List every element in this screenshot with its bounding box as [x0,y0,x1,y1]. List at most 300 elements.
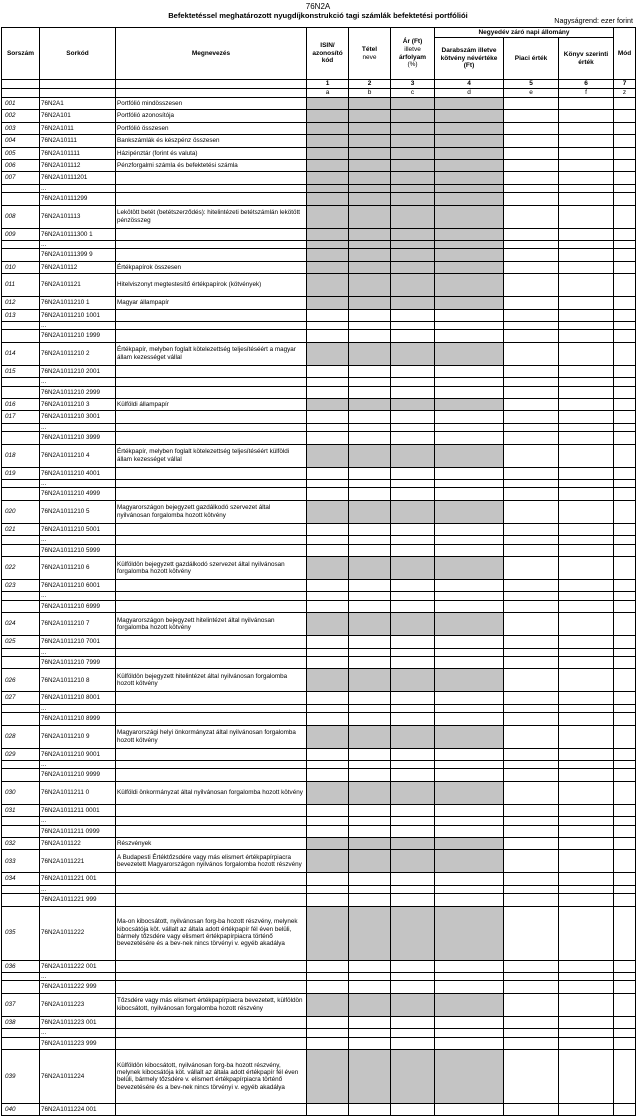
value-cell[interactable] [504,249,559,261]
value-cell[interactable] [504,725,559,748]
value-cell[interactable] [307,398,349,410]
value-cell[interactable] [307,228,349,240]
value-cell[interactable] [435,713,504,725]
value-cell[interactable] [435,172,504,184]
value-cell[interactable] [559,544,614,556]
value-cell[interactable] [349,159,391,171]
value-cell[interactable] [391,850,435,873]
value-cell[interactable] [559,669,614,692]
value-cell[interactable] [559,500,614,523]
value-cell[interactable] [559,894,614,906]
value-cell[interactable] [391,1049,435,1103]
value-cell[interactable] [559,760,614,768]
value-cell[interactable] [504,1049,559,1103]
value-cell[interactable] [349,648,391,656]
value-cell[interactable] [504,713,559,725]
value-cell[interactable] [614,147,636,159]
value-cell[interactable] [614,240,636,248]
value-cell[interactable] [435,960,504,972]
value-cell[interactable] [614,110,636,122]
value-cell[interactable] [504,1029,559,1037]
value-cell[interactable] [559,592,614,600]
value-cell[interactable] [614,1037,636,1049]
value-cell[interactable] [307,536,349,544]
value-cell[interactable] [307,544,349,556]
value-cell[interactable] [435,906,504,960]
value-cell[interactable] [391,523,435,535]
value-cell[interactable] [435,748,504,760]
value-cell[interactable] [614,342,636,365]
value-cell[interactable] [435,184,504,192]
value-cell[interactable] [307,411,349,423]
value-cell[interactable] [559,579,614,591]
value-cell[interactable] [391,330,435,342]
value-cell[interactable] [349,500,391,523]
value-cell[interactable] [349,309,391,321]
value-cell[interactable] [307,432,349,444]
value-cell[interactable] [504,556,559,579]
value-cell[interactable] [435,704,504,712]
value-cell[interactable] [504,500,559,523]
value-cell[interactable] [307,781,349,804]
value-cell[interactable] [559,885,614,893]
value-cell[interactable] [614,781,636,804]
value-cell[interactable] [504,321,559,329]
value-cell[interactable] [307,261,349,273]
value-cell[interactable] [391,1037,435,1049]
value-cell[interactable] [504,817,559,825]
value-cell[interactable] [559,444,614,467]
value-cell[interactable] [614,544,636,556]
value-cell[interactable] [307,592,349,600]
value-cell[interactable] [307,1037,349,1049]
value-cell[interactable] [504,692,559,704]
value-cell[interactable] [307,825,349,837]
value-cell[interactable] [614,423,636,431]
value-cell[interactable] [504,172,559,184]
value-cell[interactable] [391,249,435,261]
value-cell[interactable] [349,906,391,960]
value-cell[interactable] [614,365,636,377]
value-cell[interactable] [435,98,504,110]
value-cell[interactable] [307,309,349,321]
value-cell[interactable] [504,523,559,535]
value-cell[interactable] [307,205,349,228]
value-cell[interactable] [435,725,504,748]
value-cell[interactable] [391,274,435,297]
value-cell[interactable] [307,579,349,591]
value-cell[interactable] [614,98,636,110]
value-cell[interactable] [504,825,559,837]
value-cell[interactable] [614,122,636,134]
value-cell[interactable] [349,135,391,147]
value-cell[interactable] [504,885,559,893]
value-cell[interactable] [504,536,559,544]
value-cell[interactable] [614,993,636,1016]
value-cell[interactable] [435,760,504,768]
value-cell[interactable] [349,205,391,228]
value-cell[interactable] [349,432,391,444]
value-cell[interactable] [559,692,614,704]
value-cell[interactable] [614,556,636,579]
value-cell[interactable] [559,600,614,612]
value-cell[interactable] [504,411,559,423]
value-cell[interactable] [559,769,614,781]
value-cell[interactable] [614,228,636,240]
value-cell[interactable] [559,240,614,248]
value-cell[interactable] [559,960,614,972]
value-cell[interactable] [504,769,559,781]
value-cell[interactable] [614,274,636,297]
value-cell[interactable] [559,342,614,365]
value-cell[interactable] [307,184,349,192]
value-cell[interactable] [435,479,504,487]
value-cell[interactable] [614,613,636,636]
value-cell[interactable] [349,444,391,467]
value-cell[interactable] [614,704,636,712]
value-cell[interactable] [559,309,614,321]
value-cell[interactable] [435,592,504,600]
value-cell[interactable] [614,592,636,600]
value-cell[interactable] [435,837,504,849]
value-cell[interactable] [349,228,391,240]
value-cell[interactable] [391,1016,435,1028]
value-cell[interactable] [435,894,504,906]
value-cell[interactable] [504,960,559,972]
value-cell[interactable] [559,817,614,825]
value-cell[interactable] [435,432,504,444]
value-cell[interactable] [391,993,435,1016]
value-cell[interactable] [435,342,504,365]
value-cell[interactable] [391,725,435,748]
value-cell[interactable] [391,98,435,110]
value-cell[interactable] [307,837,349,849]
value-cell[interactable] [504,261,559,273]
value-cell[interactable] [559,536,614,544]
value-cell[interactable] [349,297,391,309]
value-cell[interactable] [435,873,504,885]
value-cell[interactable] [614,713,636,725]
value-cell[interactable] [559,172,614,184]
value-cell[interactable] [435,1037,504,1049]
value-cell[interactable] [435,321,504,329]
value-cell[interactable] [307,1016,349,1028]
value-cell[interactable] [307,523,349,535]
value-cell[interactable] [614,398,636,410]
value-cell[interactable] [614,488,636,500]
value-cell[interactable] [614,135,636,147]
value-cell[interactable] [504,592,559,600]
value-cell[interactable] [504,894,559,906]
value-cell[interactable] [307,850,349,873]
value-cell[interactable] [435,330,504,342]
value-cell[interactable] [435,825,504,837]
value-cell[interactable] [435,205,504,228]
value-cell[interactable] [435,488,504,500]
value-cell[interactable] [349,172,391,184]
value-cell[interactable] [614,297,636,309]
value-cell[interactable] [349,378,391,386]
value-cell[interactable] [614,411,636,423]
value-cell[interactable] [391,135,435,147]
value-cell[interactable] [614,1029,636,1037]
value-cell[interactable] [559,1016,614,1028]
value-cell[interactable] [504,297,559,309]
value-cell[interactable] [504,993,559,1016]
value-cell[interactable] [559,1049,614,1103]
value-cell[interactable] [391,193,435,205]
value-cell[interactable] [349,704,391,712]
value-cell[interactable] [349,885,391,893]
value-cell[interactable] [435,423,504,431]
value-cell[interactable] [349,837,391,849]
value-cell[interactable] [559,365,614,377]
value-cell[interactable] [504,444,559,467]
value-cell[interactable] [391,894,435,906]
value-cell[interactable] [391,500,435,523]
value-cell[interactable] [504,837,559,849]
value-cell[interactable] [614,205,636,228]
value-cell[interactable] [504,636,559,648]
value-cell[interactable] [559,636,614,648]
value-cell[interactable] [504,378,559,386]
value-cell[interactable] [614,600,636,612]
value-cell[interactable] [307,656,349,668]
value-cell[interactable] [504,488,559,500]
value-cell[interactable] [559,330,614,342]
value-cell[interactable] [559,423,614,431]
value-cell[interactable] [349,825,391,837]
value-cell[interactable] [435,613,504,636]
value-cell[interactable] [349,122,391,134]
value-cell[interactable] [349,656,391,668]
value-cell[interactable] [504,1016,559,1028]
value-cell[interactable] [391,748,435,760]
value-cell[interactable] [504,159,559,171]
value-cell[interactable] [559,613,614,636]
value-cell[interactable] [391,960,435,972]
value-cell[interactable] [349,1103,391,1115]
value-cell[interactable] [349,423,391,431]
value-cell[interactable] [435,804,504,816]
value-cell[interactable] [307,636,349,648]
value-cell[interactable] [307,240,349,248]
value-cell[interactable] [349,398,391,410]
value-cell[interactable] [559,98,614,110]
value-cell[interactable] [559,479,614,487]
value-cell[interactable] [349,544,391,556]
value-cell[interactable] [349,274,391,297]
value-cell[interactable] [504,309,559,321]
value-cell[interactable] [391,713,435,725]
value-cell[interactable] [435,411,504,423]
value-cell[interactable] [349,760,391,768]
value-cell[interactable] [349,193,391,205]
value-cell[interactable] [559,274,614,297]
value-cell[interactable] [559,656,614,668]
value-cell[interactable] [559,873,614,885]
value-cell[interactable] [614,692,636,704]
value-cell[interactable] [614,804,636,816]
value-cell[interactable] [614,261,636,273]
value-cell[interactable] [614,523,636,535]
value-cell[interactable] [391,825,435,837]
value-cell[interactable] [559,850,614,873]
value-cell[interactable] [349,184,391,192]
value-cell[interactable] [391,636,435,648]
value-cell[interactable] [435,993,504,1016]
value-cell[interactable] [559,825,614,837]
value-cell[interactable] [504,365,559,377]
value-cell[interactable] [349,725,391,748]
value-cell[interactable] [391,873,435,885]
value-cell[interactable] [435,309,504,321]
value-cell[interactable] [614,444,636,467]
value-cell[interactable] [349,556,391,579]
value-cell[interactable] [614,981,636,993]
value-cell[interactable] [391,467,435,479]
value-cell[interactable] [435,249,504,261]
value-cell[interactable] [307,423,349,431]
value-cell[interactable] [349,240,391,248]
value-cell[interactable] [349,330,391,342]
value-cell[interactable] [307,159,349,171]
value-cell[interactable] [307,600,349,612]
value-cell[interactable] [559,1037,614,1049]
value-cell[interactable] [504,1103,559,1115]
value-cell[interactable] [307,500,349,523]
value-cell[interactable] [559,804,614,816]
value-cell[interactable] [614,656,636,668]
value-cell[interactable] [504,110,559,122]
value-cell[interactable] [435,536,504,544]
value-cell[interactable] [391,479,435,487]
value-cell[interactable] [614,536,636,544]
value-cell[interactable] [504,579,559,591]
value-cell[interactable] [435,444,504,467]
value-cell[interactable] [435,110,504,122]
value-cell[interactable] [391,444,435,467]
value-cell[interactable] [391,172,435,184]
value-cell[interactable] [504,648,559,656]
value-cell[interactable] [504,386,559,398]
value-cell[interactable] [504,613,559,636]
value-cell[interactable] [391,342,435,365]
value-cell[interactable] [391,122,435,134]
value-cell[interactable] [504,850,559,873]
value-cell[interactable] [614,500,636,523]
value-cell[interactable] [504,873,559,885]
value-cell[interactable] [391,228,435,240]
value-cell[interactable] [349,523,391,535]
value-cell[interactable] [435,398,504,410]
value-cell[interactable] [614,850,636,873]
value-cell[interactable] [391,147,435,159]
value-cell[interactable] [614,579,636,591]
value-cell[interactable] [307,321,349,329]
value-cell[interactable] [435,850,504,873]
value-cell[interactable] [391,184,435,192]
value-cell[interactable] [435,544,504,556]
value-cell[interactable] [614,873,636,885]
value-cell[interactable] [391,398,435,410]
value-cell[interactable] [349,579,391,591]
value-cell[interactable] [307,1103,349,1115]
value-cell[interactable] [307,704,349,712]
value-cell[interactable] [307,556,349,579]
value-cell[interactable] [504,748,559,760]
value-cell[interactable] [559,488,614,500]
value-cell[interactable] [614,825,636,837]
value-cell[interactable] [391,297,435,309]
value-cell[interactable] [307,444,349,467]
value-cell[interactable] [391,1029,435,1037]
value-cell[interactable] [435,135,504,147]
value-cell[interactable] [349,411,391,423]
value-cell[interactable] [504,1037,559,1049]
value-cell[interactable] [307,760,349,768]
value-cell[interactable] [391,885,435,893]
value-cell[interactable] [504,135,559,147]
value-cell[interactable] [559,993,614,1016]
value-cell[interactable] [307,894,349,906]
value-cell[interactable] [504,432,559,444]
value-cell[interactable] [391,423,435,431]
value-cell[interactable] [349,981,391,993]
value-cell[interactable] [391,837,435,849]
value-cell[interactable] [435,669,504,692]
value-cell[interactable] [435,1029,504,1037]
value-cell[interactable] [559,704,614,712]
value-cell[interactable] [349,850,391,873]
value-cell[interactable] [614,1103,636,1115]
value-cell[interactable] [349,636,391,648]
value-cell[interactable] [614,960,636,972]
value-cell[interactable] [349,817,391,825]
value-cell[interactable] [559,184,614,192]
value-cell[interactable] [614,378,636,386]
value-cell[interactable] [307,648,349,656]
value-cell[interactable] [307,725,349,748]
value-cell[interactable] [504,760,559,768]
value-cell[interactable] [349,669,391,692]
value-cell[interactable] [349,713,391,725]
value-cell[interactable] [614,760,636,768]
value-cell[interactable] [349,110,391,122]
value-cell[interactable] [614,837,636,849]
value-cell[interactable] [435,781,504,804]
value-cell[interactable] [349,769,391,781]
value-cell[interactable] [559,411,614,423]
value-cell[interactable] [391,656,435,668]
value-cell[interactable] [391,600,435,612]
value-cell[interactable] [349,1037,391,1049]
value-cell[interactable] [349,479,391,487]
value-cell[interactable] [307,365,349,377]
value-cell[interactable] [349,147,391,159]
value-cell[interactable] [614,193,636,205]
value-cell[interactable] [504,228,559,240]
value-cell[interactable] [559,467,614,479]
value-cell[interactable] [307,669,349,692]
value-cell[interactable] [391,240,435,248]
value-cell[interactable] [435,769,504,781]
value-cell[interactable] [391,536,435,544]
value-cell[interactable] [349,321,391,329]
value-cell[interactable] [435,981,504,993]
value-cell[interactable] [391,365,435,377]
value-cell[interactable] [559,1029,614,1037]
